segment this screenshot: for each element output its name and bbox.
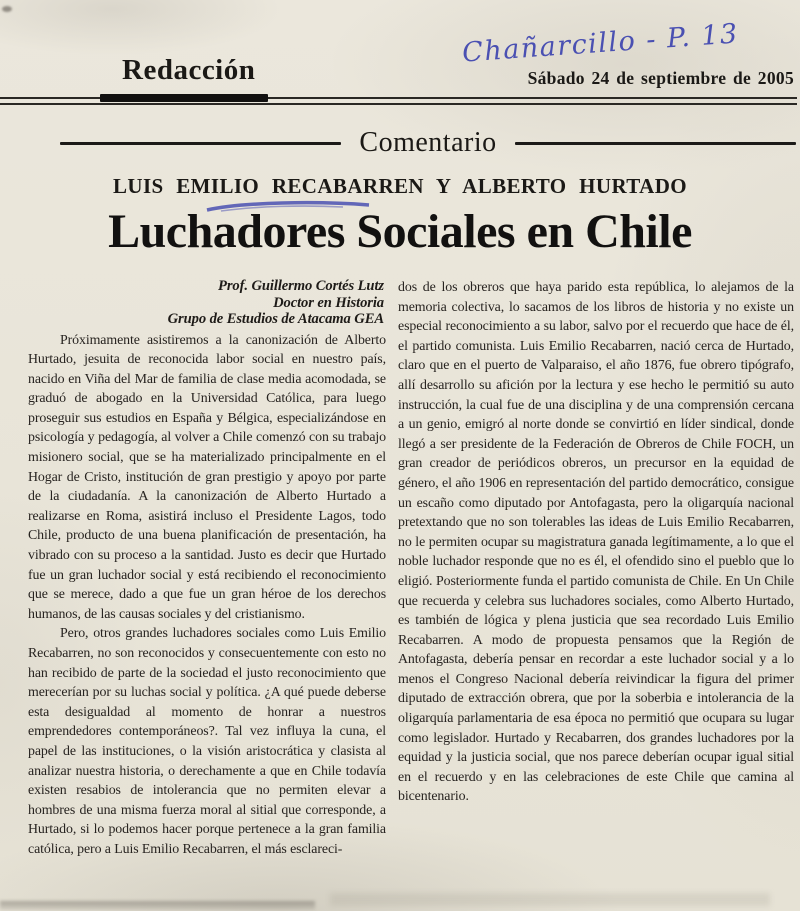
header-rule-thin-bottom xyxy=(0,103,797,105)
date-label: Sábado 24 de septiembre de 2005 xyxy=(527,68,794,88)
paragraph: dos de los obreros que haya parido esta república, lo alejamos de la memoria colectiva, lo sacamos de los libros de historia y no existe un especial reconocimiento a su labor, salvo por el recuerdo que hace de él, el partido comunista. Luis Emilio Recabarren, nació cerca de Hurtado, claro que en el puerto de Valparaiso, el año 1876, fue obrero tipógrafo, allí desarrollo su afición por la lectura y ese hecho le permitió su auto instrucción, la cual fue de una disciplina y de una comprensión cercana a un genio, emigró al norte donde se convirtió en líder sindical, donde llegó a ser presidente de la Federación de Obreros de Chile FOCH, un gran creador de periódicos obreros, un precursor en la equidad de género, el año 1906 en representación del partido democrático, consigue un escaño como diputado por Antofagasta, pero la oligarquía nacional pretextando que no son tolerables las ideas de Luis Emilio Recabarren, no le permiten ocupar su magistratura ganada legítimamente, a lo que el noble luchador responde que no es él, el ofendido sino el pueblo que lo eligió. Posteriormente funda el partido comunista de Chile. En Un Chile que recuerda y celebra sus luchadores sociales, como Alberto Hurtado, es también de lógica y plena justicia que sea recordado Luis Emilio Recabarren. A modo de propuesta pensamos que la Región de Antofagasta, debería pensar en recordar a este luchador social y a lo menos el Congreso Nacional debería reivindicar la figura del primer diputado de extracción obrera, que por la soberbia e intolerancia de la oligarquía parlamentaria de esa época no permitió que ocupara su lugar como legislador. Hurtado y Recabarren, dos grandes luchadores por la equidad y la justicia social, que nos parece deberían ocupar igual sitial en el recuerdo y en las celebraciones de este Chile que camina al bicentenario. xyxy=(398,280,794,805)
paragraph: Próximamente asistiremos a la canonización de Alberto Hurtado, jesuita de reconocida labor social en nuestro país, nacido en Viña del Mar de familia de clase media acomodada, se graduó de abogado en la Universidad Católica, para luego proseguir sus estudios en España y Bélgica, especializándose en psicología y pedagogía, al volver a Chile comenzó con su trabajo misionero social, que se ha materializado principalmente en el Hogar de Cristo, institución de gran prestigio y apoyo por parte de la ciudadanía. A la canonización de Alberto Hurtado a realizarse en Roma, asistirá incluso el Presidente Lagos, todo Chile, producto de una buena planificación de presentación, ha vibrado con su proceso a la santidad. Justo es decir que Hurtado fue un gran luchador social y está recibiendo el reconocimiento que se merece, dado a que fue un gran héroe de los derechos humanos, de las causas sociales y del cristianismo. xyxy=(28,332,386,622)
article-headline: Luchadores Sociales en Chile xyxy=(108,205,692,258)
article-subtitle: LUIS EMILIO RECABARREN Y ALBERTO HURTADO xyxy=(112,174,688,198)
byline xyxy=(28,278,384,328)
byline-title: Doctor en Historia xyxy=(273,294,384,311)
article-column-right xyxy=(398,278,794,901)
section-label: Redacción xyxy=(122,54,256,86)
scan-smudge xyxy=(0,901,315,910)
article-column-left xyxy=(28,278,386,901)
handwritten-note: Chañarcillo - P. 13 xyxy=(461,18,740,69)
article-body xyxy=(28,278,794,901)
kicker-row xyxy=(60,124,796,162)
scan-speck xyxy=(2,6,12,12)
scan-smudge xyxy=(330,893,770,906)
byline-group: Grupo de Estudios de Atacama GEA xyxy=(167,311,384,327)
header-rule-thick-segment xyxy=(100,94,268,102)
kicker-rule-left xyxy=(60,142,341,145)
header-rule xyxy=(0,97,797,107)
byline-author: Prof. Guillermo Cortés Lutz xyxy=(218,278,384,294)
kicker-label: Comentario xyxy=(359,127,497,158)
paragraph: Pero, otros grandes luchadores sociales como Luis Emilio Recabarren, no son reconocidos y consecuentemente con esto no han recibido de parte de la sociedad el justo reconocimiento que merecerían por su luchas social y política. ¿A qué puede deberse esta desigualdad al momento de honrar a nuestros emprendedores contemporáneos?. Tal vez influya la cuna, el papel de las instituciones, o la visión aristocrática y clasista al analizar nuestra historia, o derechamente a que en Chile todavía existen resabios de intolerancia que no permiten elevar a hombres de una misma fuerza moral al sitial que corresponde, a Hurtado, si lo podemos hacer porque pertenece a la gran familia católica, pero a Luis Emilio Recabarren, el más esclareci- xyxy=(28,626,386,857)
kicker-rule-right xyxy=(515,142,796,145)
